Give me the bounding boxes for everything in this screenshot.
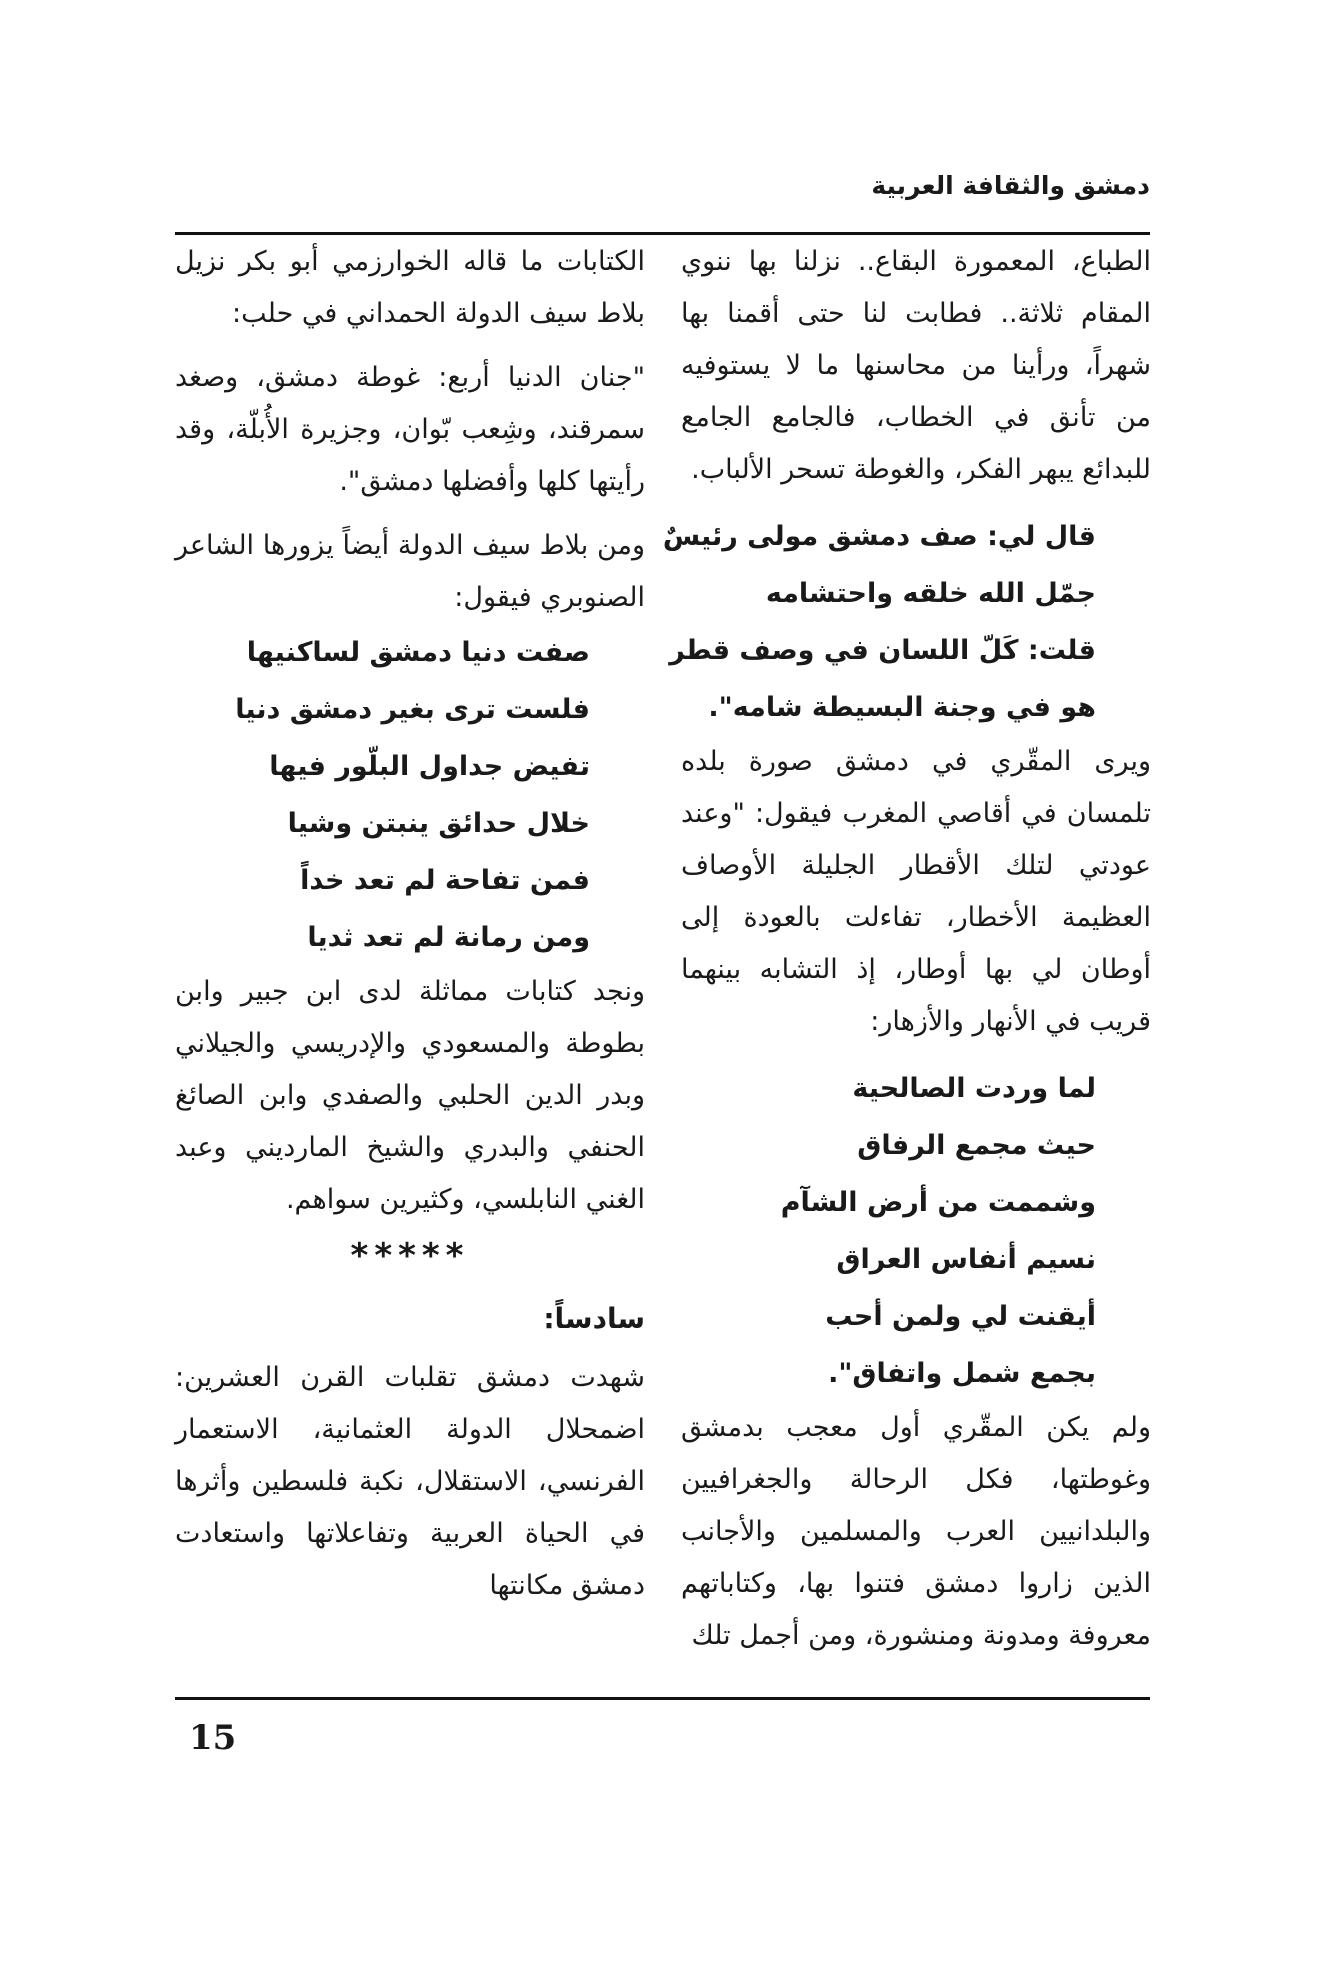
- paragraph: الطباع، المعمورة البقاع.. نزلنا بها ننوي المقام ثلاثة.. فطابت لنا حتى أقمنا بها شهراً، ورأينا من محاسنها ما لا يستوفيه من تأنق في الخطاب، فالجامع الجامع للبدائع يبهر الفكر، والغوطة تسحر الألباب.: [681, 246, 1151, 485]
- left-column: [175, 236, 645, 1612]
- paragraph: ولم يكن المقّري أول معجب بدمشق وغوطتها، فكل الرحالة والجغرافيين والبلدانيين العرب والمسلمين والأجانب الذين زاروا دمشق فتنوا بها، وكتاباتهم معروفة ومدونة ومنشورة، ومن أجمل تلك: [681, 1412, 1151, 1651]
- header-rule: [175, 232, 1150, 235]
- section-separator: *****: [350, 1236, 470, 1276]
- section-heading: سادساً:: [543, 1302, 645, 1335]
- quote-paragraph: "جنان الدنيا أربع: غوطة دمشق، وصغد سمرقند، وشِعب بّوان، وجزيرة الأُبلّة، وقد رأيتها كلها وأفضلها دمشق".: [175, 362, 645, 497]
- verse-line: وشممت من أرض الشآم: [780, 1187, 1096, 1218]
- running-header: [175, 165, 1150, 235]
- paragraph: ويرى المقّري في دمشق صورة بلده تلمسان في أقاصي المغرب فيقول: "وعند عودتي لتلك الأقطار الجليلة الأوصاف العظيمة الأخطار، تفاءلت بالعودة إلى أوطان لي بها أوطار، إذ التشابه بينهما قريب في الأنهار والأزهار:: [681, 746, 1151, 1037]
- paragraph: الكتابات ما قاله الخوارزمي أبو بكر نزيل بلاط سيف الدولة الحمداني في حلب:: [175, 246, 645, 329]
- paragraph: ونجد كتابات مماثلة لدى ابن جبير وابن بطوطة والمسعودي والإدريسي والجيلاني وبدر الدين الحلبي والصفدي وابن الصائغ الحنفي والبدري والشيخ المارديني وعبد الغني النابلسي، وكثيرين سواهم.: [175, 976, 645, 1215]
- verse-line: لما وردت الصالحية: [852, 1073, 1096, 1104]
- running-header-title: دمشق والثقافة العربية: [871, 171, 1150, 200]
- paragraph: شهدت دمشق تقلبات القرن العشرين: اضمحلال الدولة العثمانية، الاستعمار الفرنسي، الاستقلال، نكبة فلسطين وأثرها في الحياة العربية وتفاعلاتها واستعادت دمشق مكانتها: [175, 1362, 645, 1601]
- verse-line: فمن تفاحة لم تعد خداً: [300, 865, 590, 896]
- verse-line: فلست ترى بغير دمشق دنيا: [235, 694, 590, 725]
- verse-line: جمّل الله خلقه واحتشامه: [765, 578, 1096, 609]
- verse-line: قلت: كَلّ اللسان في وصف قطر: [669, 635, 1096, 666]
- paragraph: ومن بلاط سيف الدولة أيضاً يزورها الشاعر الصنوبري فيقول:: [175, 530, 645, 613]
- verse-line: نسيم أنفاس العراق: [836, 1244, 1096, 1275]
- verse-line: تفيض جداول البلّور فيها: [269, 751, 590, 782]
- verse-line: قال لي: صف دمشق مولى رئيسٌ: [662, 521, 1096, 552]
- verse-line: بجمع شمل واتفاق".: [828, 1358, 1096, 1389]
- verse-line: خلال حدائق ينبتن وشيا: [287, 808, 590, 839]
- footer-rule: [175, 1697, 1150, 1700]
- verse-line: هو في وجنة البسيطة شامه".: [708, 692, 1096, 723]
- page-number: 15: [189, 1718, 237, 1758]
- verse-line: ومن رمانة لم تعد ثديا: [307, 922, 590, 953]
- right-column: [662, 236, 1151, 1662]
- verse-line: حيث مجمع الرفاق: [857, 1130, 1096, 1161]
- verse-line: صفت دنيا دمشق لساكنيها: [246, 637, 590, 668]
- verse-line: أيقنت لي ولمن أحب: [825, 1301, 1096, 1332]
